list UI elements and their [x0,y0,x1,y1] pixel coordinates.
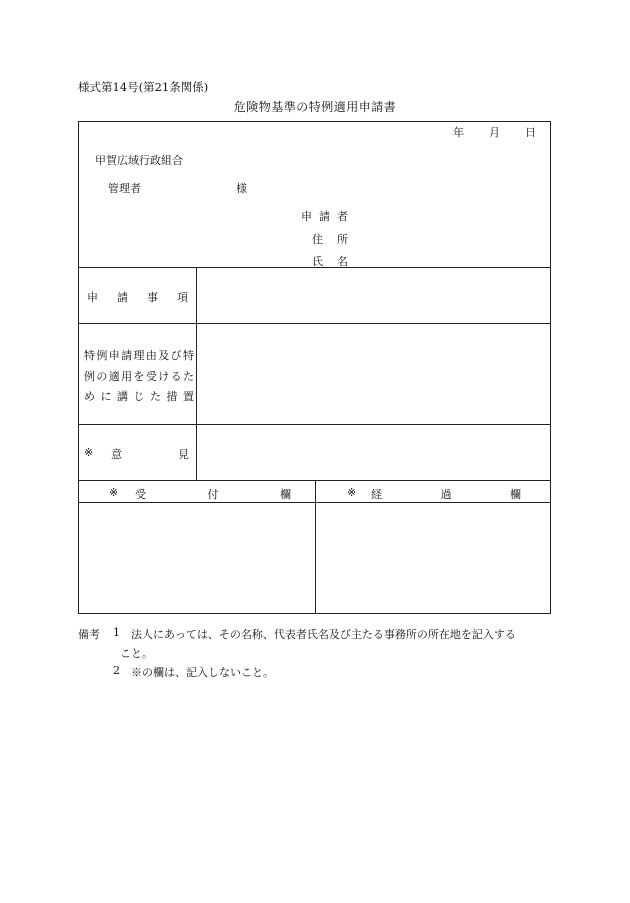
reason-field[interactable] [197,324,550,424]
date-day: 日 [525,126,536,139]
application-form-table [78,121,551,614]
opinion-label [111,446,189,462]
opinion-field[interactable] [197,425,550,480]
progress-field [316,503,550,613]
remarks-label: 備考 [78,628,100,641]
addressee-organization: 甲賀広域行政組合 [95,154,183,167]
header-char: 過 [440,488,452,501]
remark-number: 2 [113,664,120,677]
label-char: 項 [177,291,188,304]
remark-text: 法人にあっては、その名称、代表者氏名及び主たる事務所の所在地を記入する [131,628,516,641]
label-char: 見 [178,448,189,461]
applicant-address-label [312,231,348,247]
name-label-char: 氏 [312,255,323,268]
applicant-label-char: 申 [301,210,312,223]
applicant-label-char: 者 [337,210,348,223]
reception-column-header [135,486,291,502]
header-char: 経 [371,488,382,501]
form-title: 危険物基準の特例適用申請書 [233,100,397,114]
header-char: 受 [135,488,146,501]
addressee-manager: 管理者 [108,182,141,195]
remark-text: ※の欄は、記入しないこと。 [131,666,274,679]
reason-label-line: 例の適用を受けるた [84,369,194,383]
date-year: 年 [453,126,464,139]
addressee-honorific: 様 [236,182,247,195]
applicant-label-char: 請 [319,210,330,223]
header-char: 欄 [510,488,521,501]
reason-label-line: 特例申請理由及び特 [84,349,194,362]
application-items-label [87,289,188,305]
header-char: 欄 [280,488,291,501]
name-label-char: 名 [337,255,348,268]
remark-number: 1 [113,626,120,639]
reason-label-line: めに講じた措置 [84,390,194,403]
progress-column-header [371,486,521,502]
reception-field [79,503,315,613]
address-label-char: 住 [312,233,323,246]
date-month: 月 [489,126,500,139]
label-char: 事 [147,291,158,304]
progress-mark: ※ [347,486,357,499]
label-char: 申 [87,291,98,304]
opinion-mark: ※ [84,446,94,459]
reception-mark: ※ [109,486,119,499]
label-char: 意 [111,448,122,461]
applicant-label [301,208,348,224]
header-char: 付 [207,488,219,501]
label-char: 請 [117,291,128,304]
application-items-field[interactable] [197,268,550,323]
reason-label [84,346,194,408]
address-label-char: 所 [337,233,348,246]
form-number: 様式第14号(第21条関係) [78,80,209,94]
remark-text-continued: こと。 [120,647,153,660]
